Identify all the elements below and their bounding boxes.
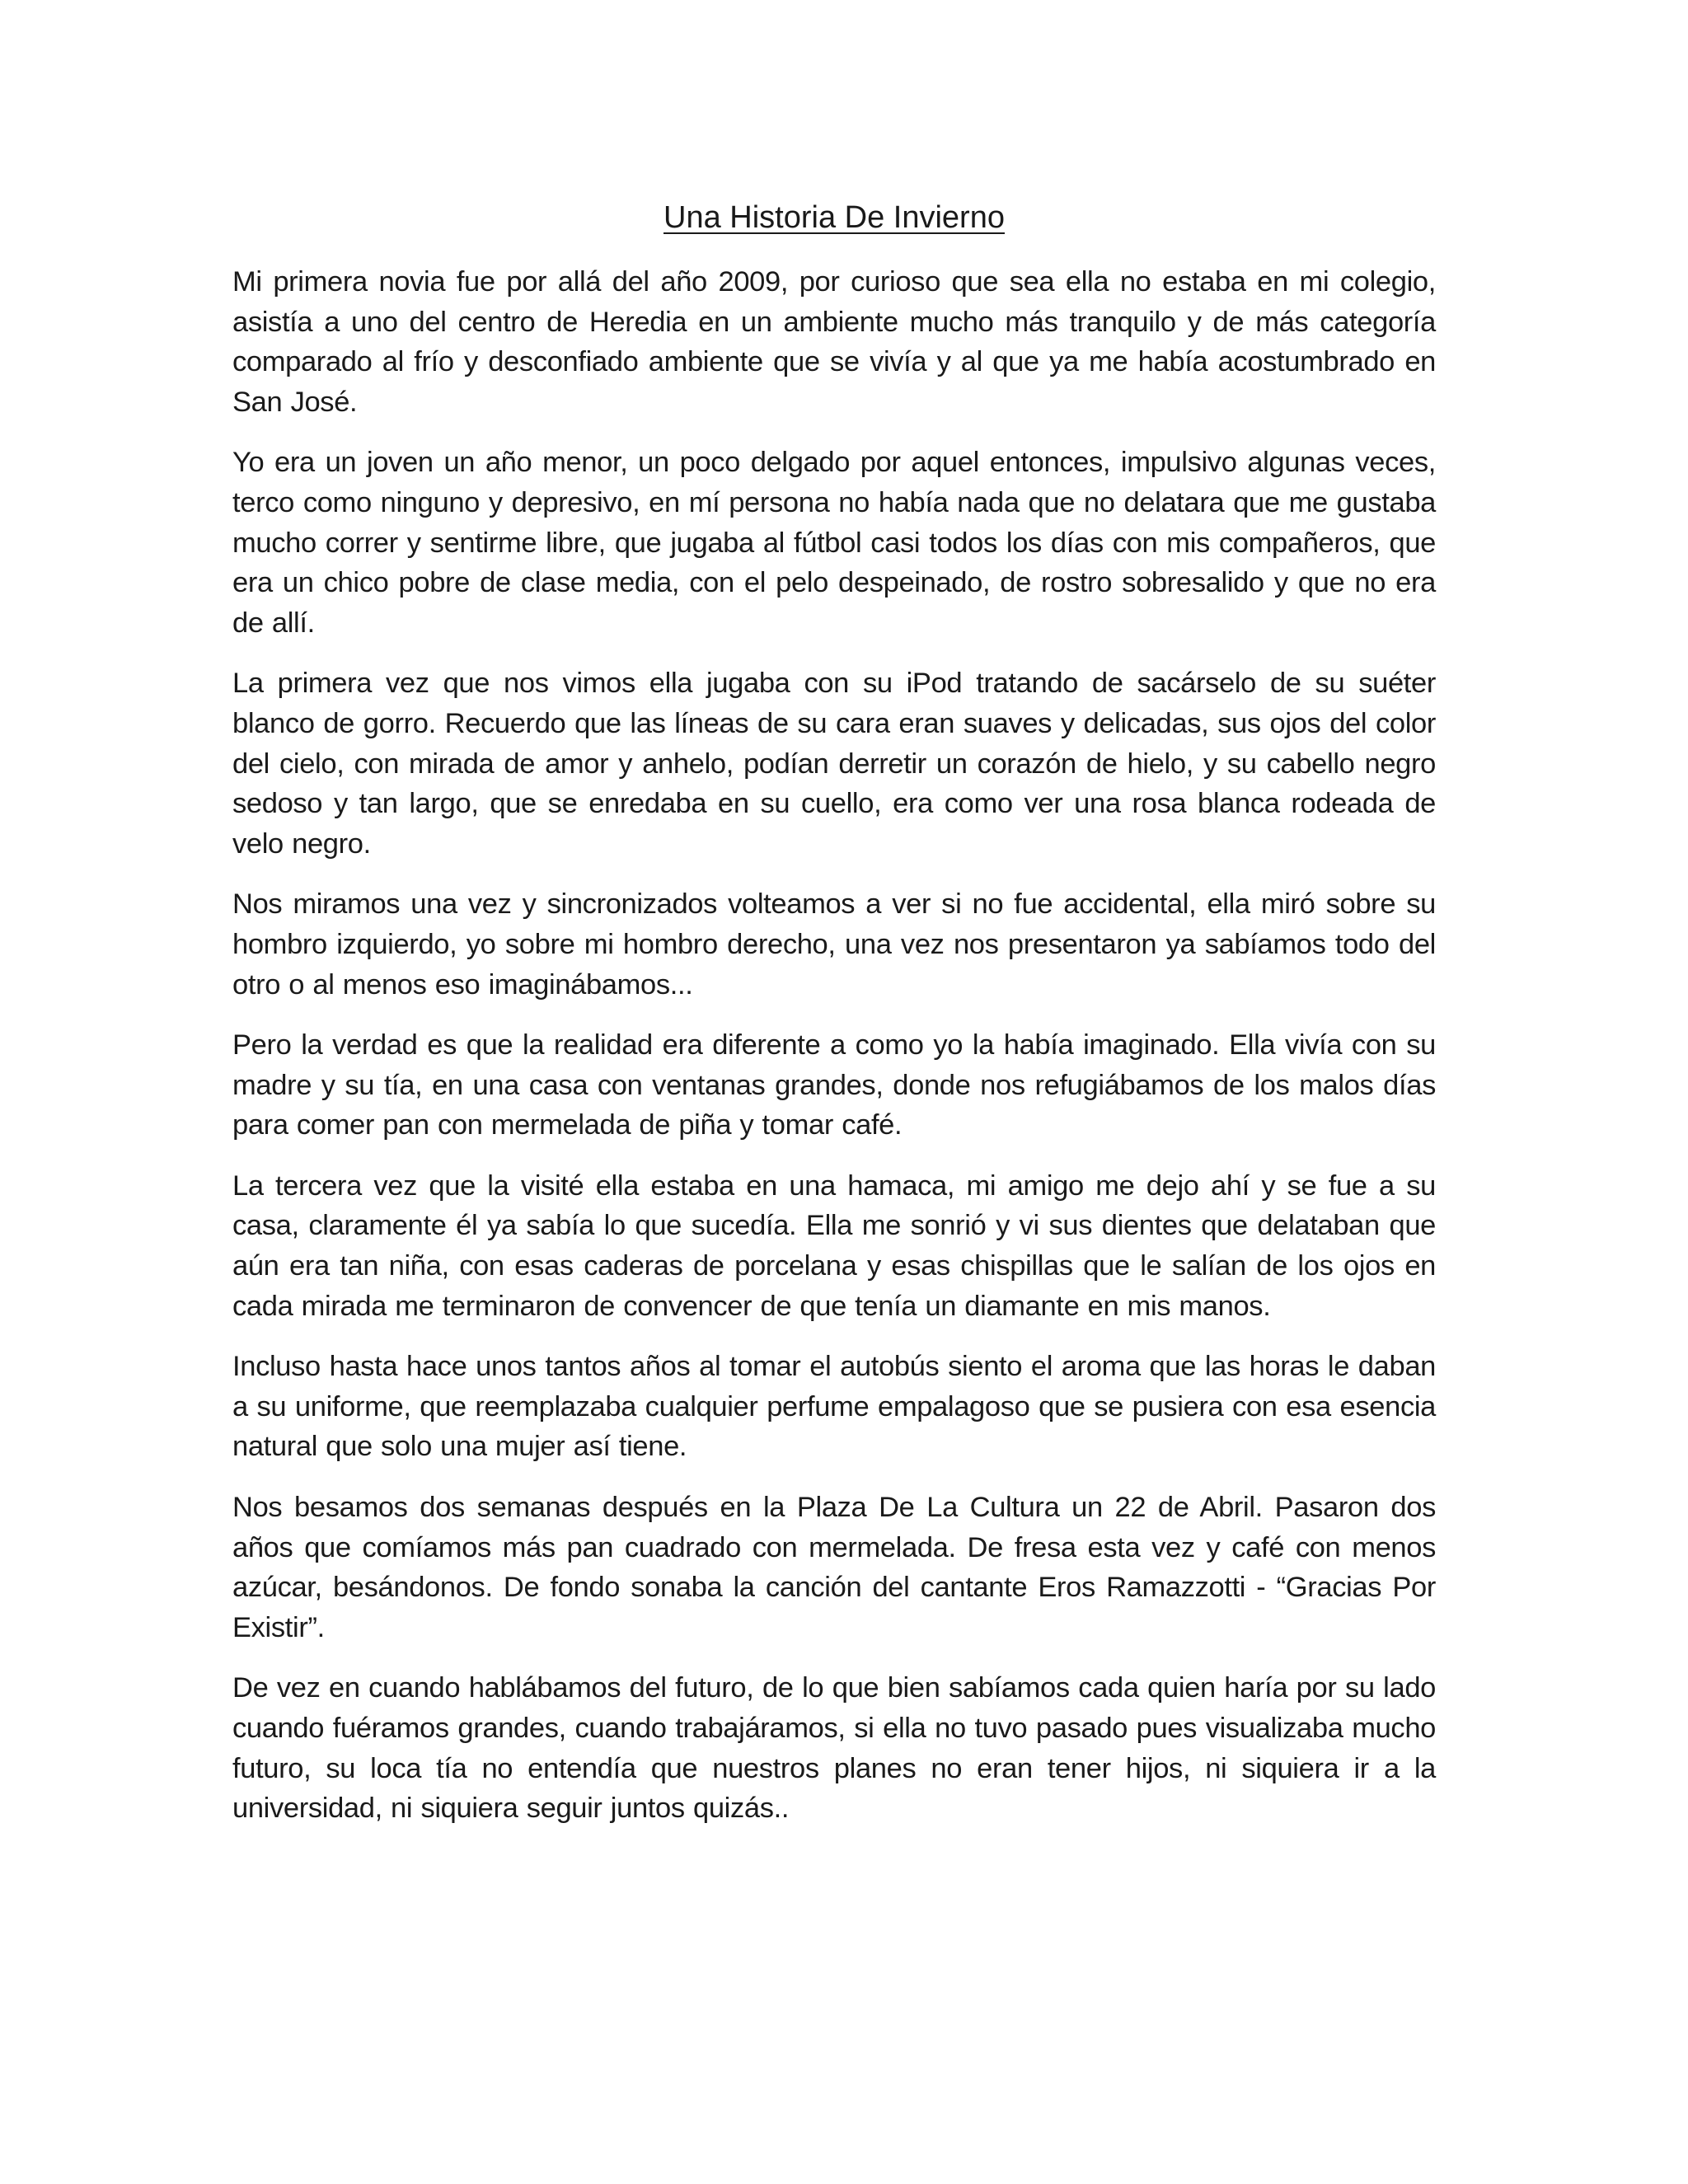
paragraph-4: Nos miramos una vez y sincronizados volteamos a ver si no fue accidental, ella miró sobre su hombro izquierdo, yo sobre mi hombro derecho, una vez nos presentaron ya sabíamos todo del otro o al menos eso imaginábamos...: [232, 888, 1436, 1001]
paragraph-3: La primera vez que nos vimos ella jugaba con su iPod tratando de sacárselo de su suéter blanco de gorro. Recuerdo que las líneas de su cara eran suaves y delicadas, sus ojos del color del cielo, con mirada de amor y anhelo, podían derretir un corazón de hielo, y su cabello negro sedoso y tan largo, que se enredaba en su cuello, era como ver una rosa blanca rodeada de velo negro.: [232, 668, 1436, 860]
paragraph-6: La tercera vez que la visité ella estaba en una hamaca, mi amigo me dejo ahí y se fue a su casa, claramente él ya sabía lo que sucedía. Ella me sonrió y vi sus dientes que delataban que aún era tan niña, con esas caderas de porcelana y esas chispillas que le salían de los ojos en cada mirada me terminaron de convencer de que tenía un diamante en mis manos.: [232, 1169, 1436, 1322]
paragraph-5: Pero la verdad es que la realidad era diferente a como yo la había imaginado. Ella vivía con su madre y su tía, en una casa con ventanas grandes, donde nos refugiábamos de los malos días para comer pan con mermelada de piña y tomar café.: [232, 1029, 1436, 1141]
document-title-text: Una Historia De Invierno: [663, 200, 1005, 235]
paragraph-2: Yo era un joven un año menor, un poco delgado por aquel entonces, impulsivo algunas veces, terco como ninguno y depresivo, en mí persona no había nada que no delatara que me gustaba mucho correr y sentirme libre, que jugaba al fútbol casi todos los días con mis compañeros, que era un chico pobre de clase media, con el pelo despeinado, de rostro sobresalido y que no era de allí.: [232, 447, 1436, 639]
document-title: [232, 191, 1436, 244]
document-body: [232, 191, 1436, 1849]
paragraph-1: Mi primera novia fue por allá del año 2009, por curioso que sea ella no estaba en mi colegio, asistía a uno del centro de Heredia en un ambiente mucho más tranquilo y de más categoría comparado al frío y desconfiado ambiente que se vivía y al que ya me había acostumbrado en San José.: [232, 266, 1436, 418]
paragraph-9: De vez en cuando hablábamos del futuro, de lo que bien sabíamos cada quien haría por su lado cuando fuéramos grandes, cuando trabajáramos, si ella no tuvo pasado pues visualizaba mucho futuro, su loca tía no entendía que nuestros planes no eran tener hijos, ni siquiera ir a la universidad, ni siquiera seguir juntos quizás..: [232, 1672, 1436, 1825]
paragraph-8: Nos besamos dos semanas después en la Plaza De La Cultura un 22 de Abril. Pasaron dos años que comíamos más pan cuadrado con mermelada. De fresa esta vez y café con menos azúcar, besándonos. De fondo sonaba la canción del cantante Eros Ramazzotti - “Gracias Por Existir”.: [232, 1492, 1436, 1643]
paragraph-7: Incluso hasta hace unos tantos años al tomar el autobús siento el aroma que las horas le daban a su uniforme, que reemplazaba cualquier perfume empalagoso que se pusiera con esa esencia natural que solo una mujer así tiene.: [232, 1351, 1436, 1463]
